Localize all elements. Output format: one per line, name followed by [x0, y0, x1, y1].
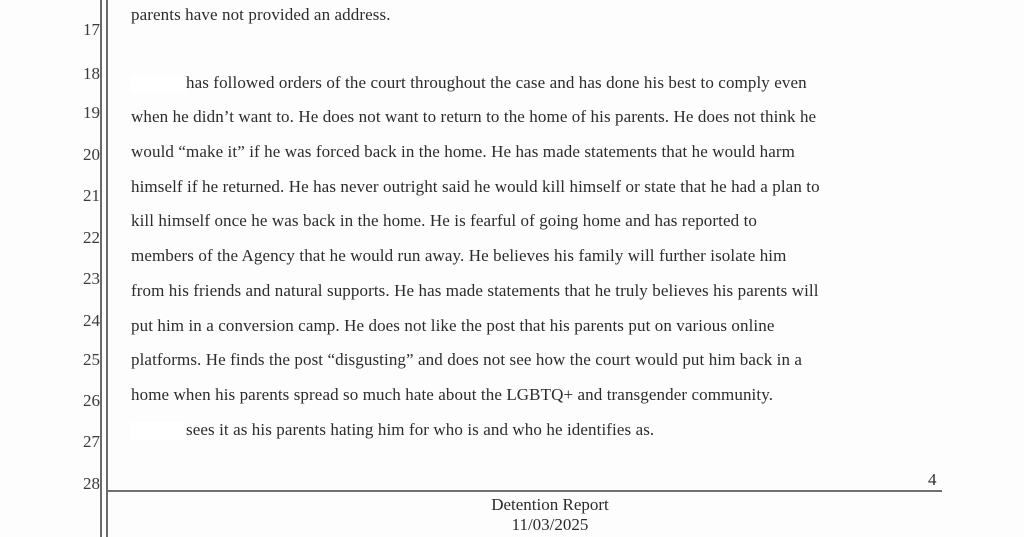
page-number: 4 — [928, 470, 937, 489]
line-number: 27 — [83, 432, 100, 451]
pleading-margin-line-inner — [106, 0, 108, 537]
footer-title: Detention Report — [491, 495, 609, 514]
line-number: 25 — [83, 350, 100, 369]
line-number: 23 — [83, 269, 100, 288]
line-number: 20 — [83, 145, 100, 164]
line-number: 28 — [83, 474, 100, 493]
footer-date: 11/03/2025 — [511, 515, 589, 534]
body-line: members of the Agency that he would run away. He believes his family will further isolate him — [131, 246, 787, 265]
line-number: 24 — [83, 311, 100, 330]
body-line-text: sees it as his parents hating him for who is and who he identifies as. — [186, 420, 655, 439]
redacted-name — [131, 75, 186, 93]
body-line: home when his parents spread so much hate about the LGBTQ+ and transgender community. — [131, 385, 774, 404]
body-line: from his friends and natural supports. He has made statements that he truly believes his parents will — [131, 281, 819, 300]
body-line: platforms. He finds the post “disgusting” and does not see how the court would put him back in a — [131, 350, 803, 369]
body-line-indented — [131, 420, 654, 440]
line-number: 26 — [83, 391, 100, 410]
line-number: 21 — [83, 186, 100, 205]
body-line: parents have not provided an address. — [131, 5, 391, 24]
redacted-name — [131, 422, 186, 440]
body-line: would “make it” if he was forced back in the home. He has made statements that he would harm — [131, 142, 795, 161]
line-number: 17 — [83, 20, 100, 39]
body-line: himself if he returned. He has never outright said he would kill himself or state that he had a plan to — [131, 177, 820, 196]
line-number: 19 — [83, 103, 100, 122]
body-line: kill himself once he was back in the home. He is fearful of going home and has reported to — [131, 211, 758, 230]
body-line-text: has followed orders of the court throughout the case and has done his best to comply even — [186, 73, 807, 92]
line-number: 18 — [83, 64, 100, 83]
body-line-indented — [131, 73, 807, 93]
pleading-margin-line-outer — [100, 0, 102, 537]
body-line: put him in a conversion camp. He does not like the post that his parents put on various online — [131, 316, 775, 335]
body-line: when he didn’t want to. He does not want to return to the home of his parents. He does not think he — [131, 107, 817, 126]
footer-rule — [108, 490, 942, 492]
line-number: 22 — [83, 228, 100, 247]
